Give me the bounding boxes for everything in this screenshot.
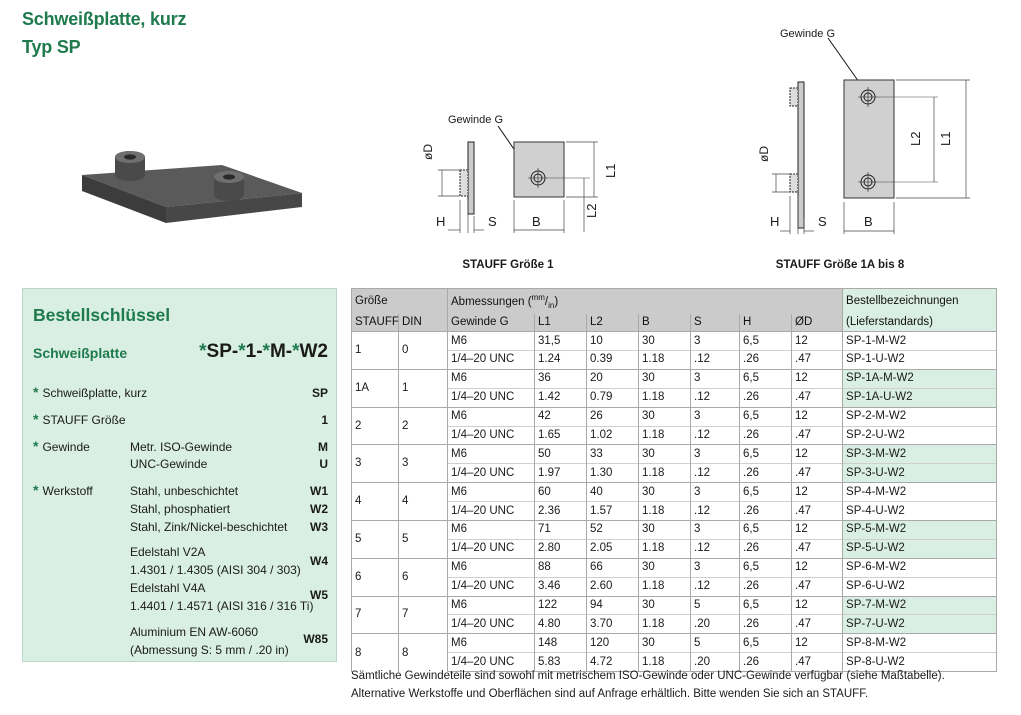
size-din-cell: 0 <box>399 332 448 370</box>
key-option-w3: Stahl, Zink/Nickel-beschichtet <box>130 520 288 534</box>
cell-h: 6,5 <box>740 332 792 351</box>
order-code-cell: SP-1A-M-W2 <box>843 369 997 388</box>
cell-l1: 1.42 <box>535 388 587 407</box>
cell-b: 1.18 <box>639 464 691 483</box>
cell-d: .47 <box>792 615 843 634</box>
cell-s: 3 <box>691 521 740 540</box>
cell-l1: 60 <box>535 483 587 502</box>
cell-l2: 1.30 <box>587 464 639 483</box>
header-order: Bestellbezeichnungen <box>843 289 997 315</box>
cell-d: .47 <box>792 539 843 558</box>
cell-h: .26 <box>740 351 792 370</box>
order-key-panel <box>22 288 337 662</box>
cell-d: .47 <box>792 426 843 445</box>
thread-label: Gewinde G <box>448 114 504 126</box>
table-row <box>352 634 997 653</box>
cell-b: 1.18 <box>639 351 691 370</box>
size-stauff-cell: 1A <box>352 369 399 407</box>
cell-s: 3 <box>691 483 740 502</box>
size-din-cell: 3 <box>399 445 448 483</box>
cell-s: .12 <box>691 388 740 407</box>
cell-b: 1.18 <box>639 502 691 521</box>
cell-b: 30 <box>639 634 691 653</box>
order-code-cell: SP-2-U-W2 <box>843 426 997 445</box>
size-din-cell: 8 <box>399 634 448 672</box>
table-row <box>352 407 997 426</box>
cell-d: 12 <box>792 558 843 577</box>
table-row <box>352 539 997 558</box>
cell-b: 30 <box>639 445 691 464</box>
cell-h: .26 <box>740 426 792 445</box>
order-code-cell: SP-5-U-W2 <box>843 539 997 558</box>
header-size: Größe <box>352 289 448 315</box>
cell-l1: 3.46 <box>535 577 587 596</box>
footnote-2: Alternative Werkstoffe und Oberflächen sind auf Anfrage erhältlich. Bitte wenden Sie sich an STAUFF. <box>351 688 869 700</box>
cell-b: 30 <box>639 596 691 615</box>
size-stauff-cell: 8 <box>352 634 399 672</box>
key-code-thread-unc: U <box>319 457 328 471</box>
cell-b: 30 <box>639 332 691 351</box>
cell-g: M6 <box>448 332 535 351</box>
key-code-w85: W85 <box>303 632 328 646</box>
table-row <box>352 445 997 464</box>
cell-g: 1/4–20 UNC <box>448 577 535 596</box>
order-code-cell: SP-1-U-W2 <box>843 351 997 370</box>
table-row <box>352 596 997 615</box>
order-key-title: Bestellschlüssel <box>33 305 171 325</box>
drawing-caption-small: STAUFF Größe 1 <box>462 259 554 271</box>
size-stauff-cell: 1 <box>352 332 399 370</box>
cell-b: 30 <box>639 407 691 426</box>
header-l1: L1 <box>535 314 587 332</box>
order-code-cell: SP-1A-U-W2 <box>843 388 997 407</box>
product-image <box>82 135 302 235</box>
key-row-material: * Werkstoff <box>33 482 93 498</box>
cell-l2: 1.57 <box>587 502 639 521</box>
cell-s: .12 <box>691 577 740 596</box>
key-option-thread-unc: UNC-Gewinde <box>130 457 208 471</box>
order-code-cell: SP-4-M-W2 <box>843 483 997 502</box>
cell-b: 1.18 <box>639 539 691 558</box>
cell-l2: 0.79 <box>587 388 639 407</box>
drawing-caption-large: STAUFF Größe 1A bis 8 <box>775 259 905 271</box>
table-row <box>352 483 997 502</box>
cell-s: .12 <box>691 426 740 445</box>
header-din: DIN <box>399 314 448 332</box>
table-row <box>352 558 997 577</box>
cell-l2: 94 <box>587 596 639 615</box>
cell-b: 1.18 <box>639 653 691 672</box>
order-code-cell: SP-8-U-W2 <box>843 653 997 672</box>
cell-h: .26 <box>740 388 792 407</box>
cell-l2: 2.60 <box>587 577 639 596</box>
header-l2: L2 <box>587 314 639 332</box>
page-subtitle: Typ SP <box>22 37 81 57</box>
dim-b-label: B <box>532 214 541 229</box>
cell-s: .12 <box>691 351 740 370</box>
table-row <box>352 653 997 672</box>
dim-d-label: øD <box>421 144 435 160</box>
header-thread: Gewinde G <box>448 314 535 332</box>
cell-s: .20 <box>691 615 740 634</box>
cell-s: 3 <box>691 445 740 464</box>
cell-h: 6,5 <box>740 596 792 615</box>
cell-l2: 2.05 <box>587 539 639 558</box>
dim-l1-label: L1 <box>938 131 953 146</box>
cell-h: .26 <box>740 502 792 521</box>
order-code-cell: SP-7-U-W2 <box>843 615 997 634</box>
cell-l1: 4.80 <box>535 615 587 634</box>
cell-l1: 88 <box>535 558 587 577</box>
table-row <box>352 615 997 634</box>
cell-h: .26 <box>740 615 792 634</box>
cell-b: 30 <box>639 483 691 502</box>
cell-h: .26 <box>740 539 792 558</box>
cell-d: .47 <box>792 388 843 407</box>
key-option-w1: Stahl, unbeschichtet <box>130 484 239 498</box>
cell-h: .26 <box>740 577 792 596</box>
key-code-size: 1 <box>321 413 328 427</box>
cell-l2: 40 <box>587 483 639 502</box>
technical-drawing-size-1a-8 <box>748 22 978 238</box>
cell-g: M6 <box>448 445 535 464</box>
cell-h: .26 <box>740 464 792 483</box>
size-din-cell: 5 <box>399 521 448 559</box>
cell-s: 3 <box>691 332 740 351</box>
cell-g: M6 <box>448 407 535 426</box>
cell-h: 6,5 <box>740 521 792 540</box>
key-option-w5-detail: 1.4401 / 1.4571 (AISI 316 / 316 Ti) <box>130 599 314 613</box>
cell-b: 1.18 <box>639 388 691 407</box>
order-code-cell: SP-1-M-W2 <box>843 332 997 351</box>
footnote-1: Sämtliche Gewindeteile sind sowohl mit metrischem ISO-Gewinde oder UNC-Gewinde verfügbar (siehe Maßtabelle). <box>351 670 945 682</box>
header-dimensions: Abmessungen $(^{mm}/_{in})$ <box>448 289 843 315</box>
cell-h: 6,5 <box>740 483 792 502</box>
cell-d: .47 <box>792 464 843 483</box>
dim-h-label: H <box>436 214 446 229</box>
cell-l2: 33 <box>587 445 639 464</box>
cell-l2: 4.72 <box>587 653 639 672</box>
dim-b-label: B <box>864 214 873 229</box>
cell-b: 30 <box>639 369 691 388</box>
thread-label: Gewinde G <box>780 28 836 40</box>
cell-d: 12 <box>792 483 843 502</box>
header-b: B <box>639 314 691 332</box>
cell-g: M6 <box>448 634 535 653</box>
cell-l1: 36 <box>535 369 587 388</box>
key-code-w3: W3 <box>310 520 328 534</box>
dim-s-label: S <box>818 214 827 229</box>
key-option-thread-metric: Metr. ISO-Gewinde <box>130 440 233 454</box>
table-row <box>352 332 997 351</box>
cell-d: 12 <box>792 445 843 464</box>
order-code-cell: SP-6-M-W2 <box>843 558 997 577</box>
header-s: S <box>691 314 740 332</box>
cell-l1: 1.97 <box>535 464 587 483</box>
cell-h: 6,5 <box>740 407 792 426</box>
cell-l2: 120 <box>587 634 639 653</box>
cell-s: .20 <box>691 653 740 672</box>
cell-g: 1/4–20 UNC <box>448 653 535 672</box>
cell-g: M6 <box>448 483 535 502</box>
cell-d: 12 <box>792 369 843 388</box>
header-d: ØD <box>792 314 843 332</box>
cell-h: 6,5 <box>740 558 792 577</box>
cell-l1: 50 <box>535 445 587 464</box>
cell-l2: 10 <box>587 332 639 351</box>
cell-b: 30 <box>639 521 691 540</box>
order-code-cell: SP-3-M-W2 <box>843 445 997 464</box>
cell-g: 1/4–20 UNC <box>448 502 535 521</box>
cell-d: .47 <box>792 577 843 596</box>
cell-l2: 66 <box>587 558 639 577</box>
cell-g: 1/4–20 UNC <box>448 464 535 483</box>
cell-s: .12 <box>691 502 740 521</box>
cell-g: 1/4–20 UNC <box>448 388 535 407</box>
size-din-cell: 6 <box>399 558 448 596</box>
order-code-cell: SP-7-M-W2 <box>843 596 997 615</box>
cell-g: M6 <box>448 596 535 615</box>
cell-l1: 2.80 <box>535 539 587 558</box>
cell-g: 1/4–20 UNC <box>448 539 535 558</box>
cell-b: 1.18 <box>639 426 691 445</box>
table-row <box>352 351 997 370</box>
size-stauff-cell: 6 <box>352 558 399 596</box>
order-code-cell: SP-2-M-W2 <box>843 407 997 426</box>
cell-s: 3 <box>691 407 740 426</box>
table-row <box>352 369 997 388</box>
key-option-w85: Aluminium EN AW-6060 <box>130 625 259 639</box>
cell-d: .47 <box>792 351 843 370</box>
order-code-cell: SP-3-U-W2 <box>843 464 997 483</box>
cell-l1: 71 <box>535 521 587 540</box>
cell-l1: 5.83 <box>535 653 587 672</box>
cell-d: .47 <box>792 653 843 672</box>
cell-b: 1.18 <box>639 615 691 634</box>
key-option-w4-detail: 1.4301 / 1.4305 (AISI 304 / 303) <box>130 563 301 577</box>
cell-l2: 26 <box>587 407 639 426</box>
key-row-thread: * Gewinde <box>33 438 90 454</box>
dim-l1-label: L1 <box>603 163 618 178</box>
cell-g: M6 <box>448 521 535 540</box>
header-h: H <box>740 314 792 332</box>
dim-l2-label: L2 <box>908 131 923 146</box>
cell-l2: 0.39 <box>587 351 639 370</box>
cell-s: .12 <box>691 464 740 483</box>
size-stauff-cell: 7 <box>352 596 399 634</box>
cell-l1: 1.65 <box>535 426 587 445</box>
key-option-w5: Edelstahl V4A <box>130 581 206 595</box>
cell-l2: 20 <box>587 369 639 388</box>
table-row <box>352 464 997 483</box>
dim-s-label: S <box>488 214 497 229</box>
cell-d: 12 <box>792 521 843 540</box>
cell-b: 1.18 <box>639 577 691 596</box>
order-key-product: Schweißplatte <box>33 345 128 361</box>
cell-l1: 148 <box>535 634 587 653</box>
key-row-size: * STAUFF Größe <box>33 411 126 427</box>
size-din-cell: 1 <box>399 369 448 407</box>
size-stauff-cell: 5 <box>352 521 399 559</box>
key-option-w4: Edelstahl V2A <box>130 545 206 559</box>
table-row <box>352 521 997 540</box>
size-stauff-cell: 3 <box>352 445 399 483</box>
table-row <box>352 388 997 407</box>
cell-h: .26 <box>740 653 792 672</box>
cell-d: 12 <box>792 596 843 615</box>
size-din-cell: 4 <box>399 483 448 521</box>
key-option-w2: Stahl, phosphatiert <box>130 502 231 516</box>
cell-l1: 1.24 <box>535 351 587 370</box>
cell-d: 12 <box>792 407 843 426</box>
cell-l1: 122 <box>535 596 587 615</box>
key-code-w4: W4 <box>310 554 328 568</box>
key-code-w5: W5 <box>310 588 328 602</box>
cell-h: 6,5 <box>740 369 792 388</box>
key-row-type: * Schweißplatte, kurz <box>33 384 148 400</box>
dim-l2-label: L2 <box>584 203 599 218</box>
size-stauff-cell: 2 <box>352 407 399 445</box>
cell-d: 12 <box>792 332 843 351</box>
key-code-w2: W2 <box>310 502 328 516</box>
technical-drawing-size-1 <box>418 108 628 238</box>
key-option-w85-detail: (Abmessung S: 5 mm / .20 in) <box>130 643 289 657</box>
order-code-cell: SP-5-M-W2 <box>843 521 997 540</box>
header-order-sub: (Lieferstandards) <box>843 314 997 332</box>
key-code-thread-metric: M <box>318 440 328 454</box>
key-code-type: SP <box>311 386 328 400</box>
cell-b: 30 <box>639 558 691 577</box>
cell-s: 3 <box>691 558 740 577</box>
cell-d: .47 <box>792 502 843 521</box>
order-code-cell: SP-8-M-W2 <box>843 634 997 653</box>
dim-d-label: øD <box>757 146 771 162</box>
cell-s: .12 <box>691 539 740 558</box>
cell-s: 3 <box>691 369 740 388</box>
cell-l2: 1.02 <box>587 426 639 445</box>
cell-s: 5 <box>691 634 740 653</box>
header-stauff: STAUFF <box>352 314 399 332</box>
cell-g: 1/4–20 UNC <box>448 426 535 445</box>
cell-l2: 52 <box>587 521 639 540</box>
order-code-example: *SP-*1-*M-*W2 <box>199 341 328 362</box>
table-row <box>352 426 997 445</box>
order-code-cell: SP-4-U-W2 <box>843 502 997 521</box>
cell-l1: 31,5 <box>535 332 587 351</box>
dim-h-label: H <box>770 214 780 229</box>
cell-l2: 3.70 <box>587 615 639 634</box>
cell-g: M6 <box>448 369 535 388</box>
cell-g: M6 <box>448 558 535 577</box>
cell-h: 6,5 <box>740 634 792 653</box>
dimensions-table <box>351 288 997 672</box>
size-stauff-cell: 4 <box>352 483 399 521</box>
cell-l1: 2.36 <box>535 502 587 521</box>
cell-l1: 42 <box>535 407 587 426</box>
table-row <box>352 577 997 596</box>
order-code-cell: SP-6-U-W2 <box>843 577 997 596</box>
table-row <box>352 502 997 521</box>
cell-s: 5 <box>691 596 740 615</box>
cell-d: 12 <box>792 634 843 653</box>
cell-g: 1/4–20 UNC <box>448 351 535 370</box>
size-din-cell: 7 <box>399 596 448 634</box>
page-title: Schweißplatte, kurz <box>22 9 187 29</box>
key-code-w1: W1 <box>310 484 328 498</box>
cell-h: 6,5 <box>740 445 792 464</box>
cell-g: 1/4–20 UNC <box>448 615 535 634</box>
size-din-cell: 2 <box>399 407 448 445</box>
